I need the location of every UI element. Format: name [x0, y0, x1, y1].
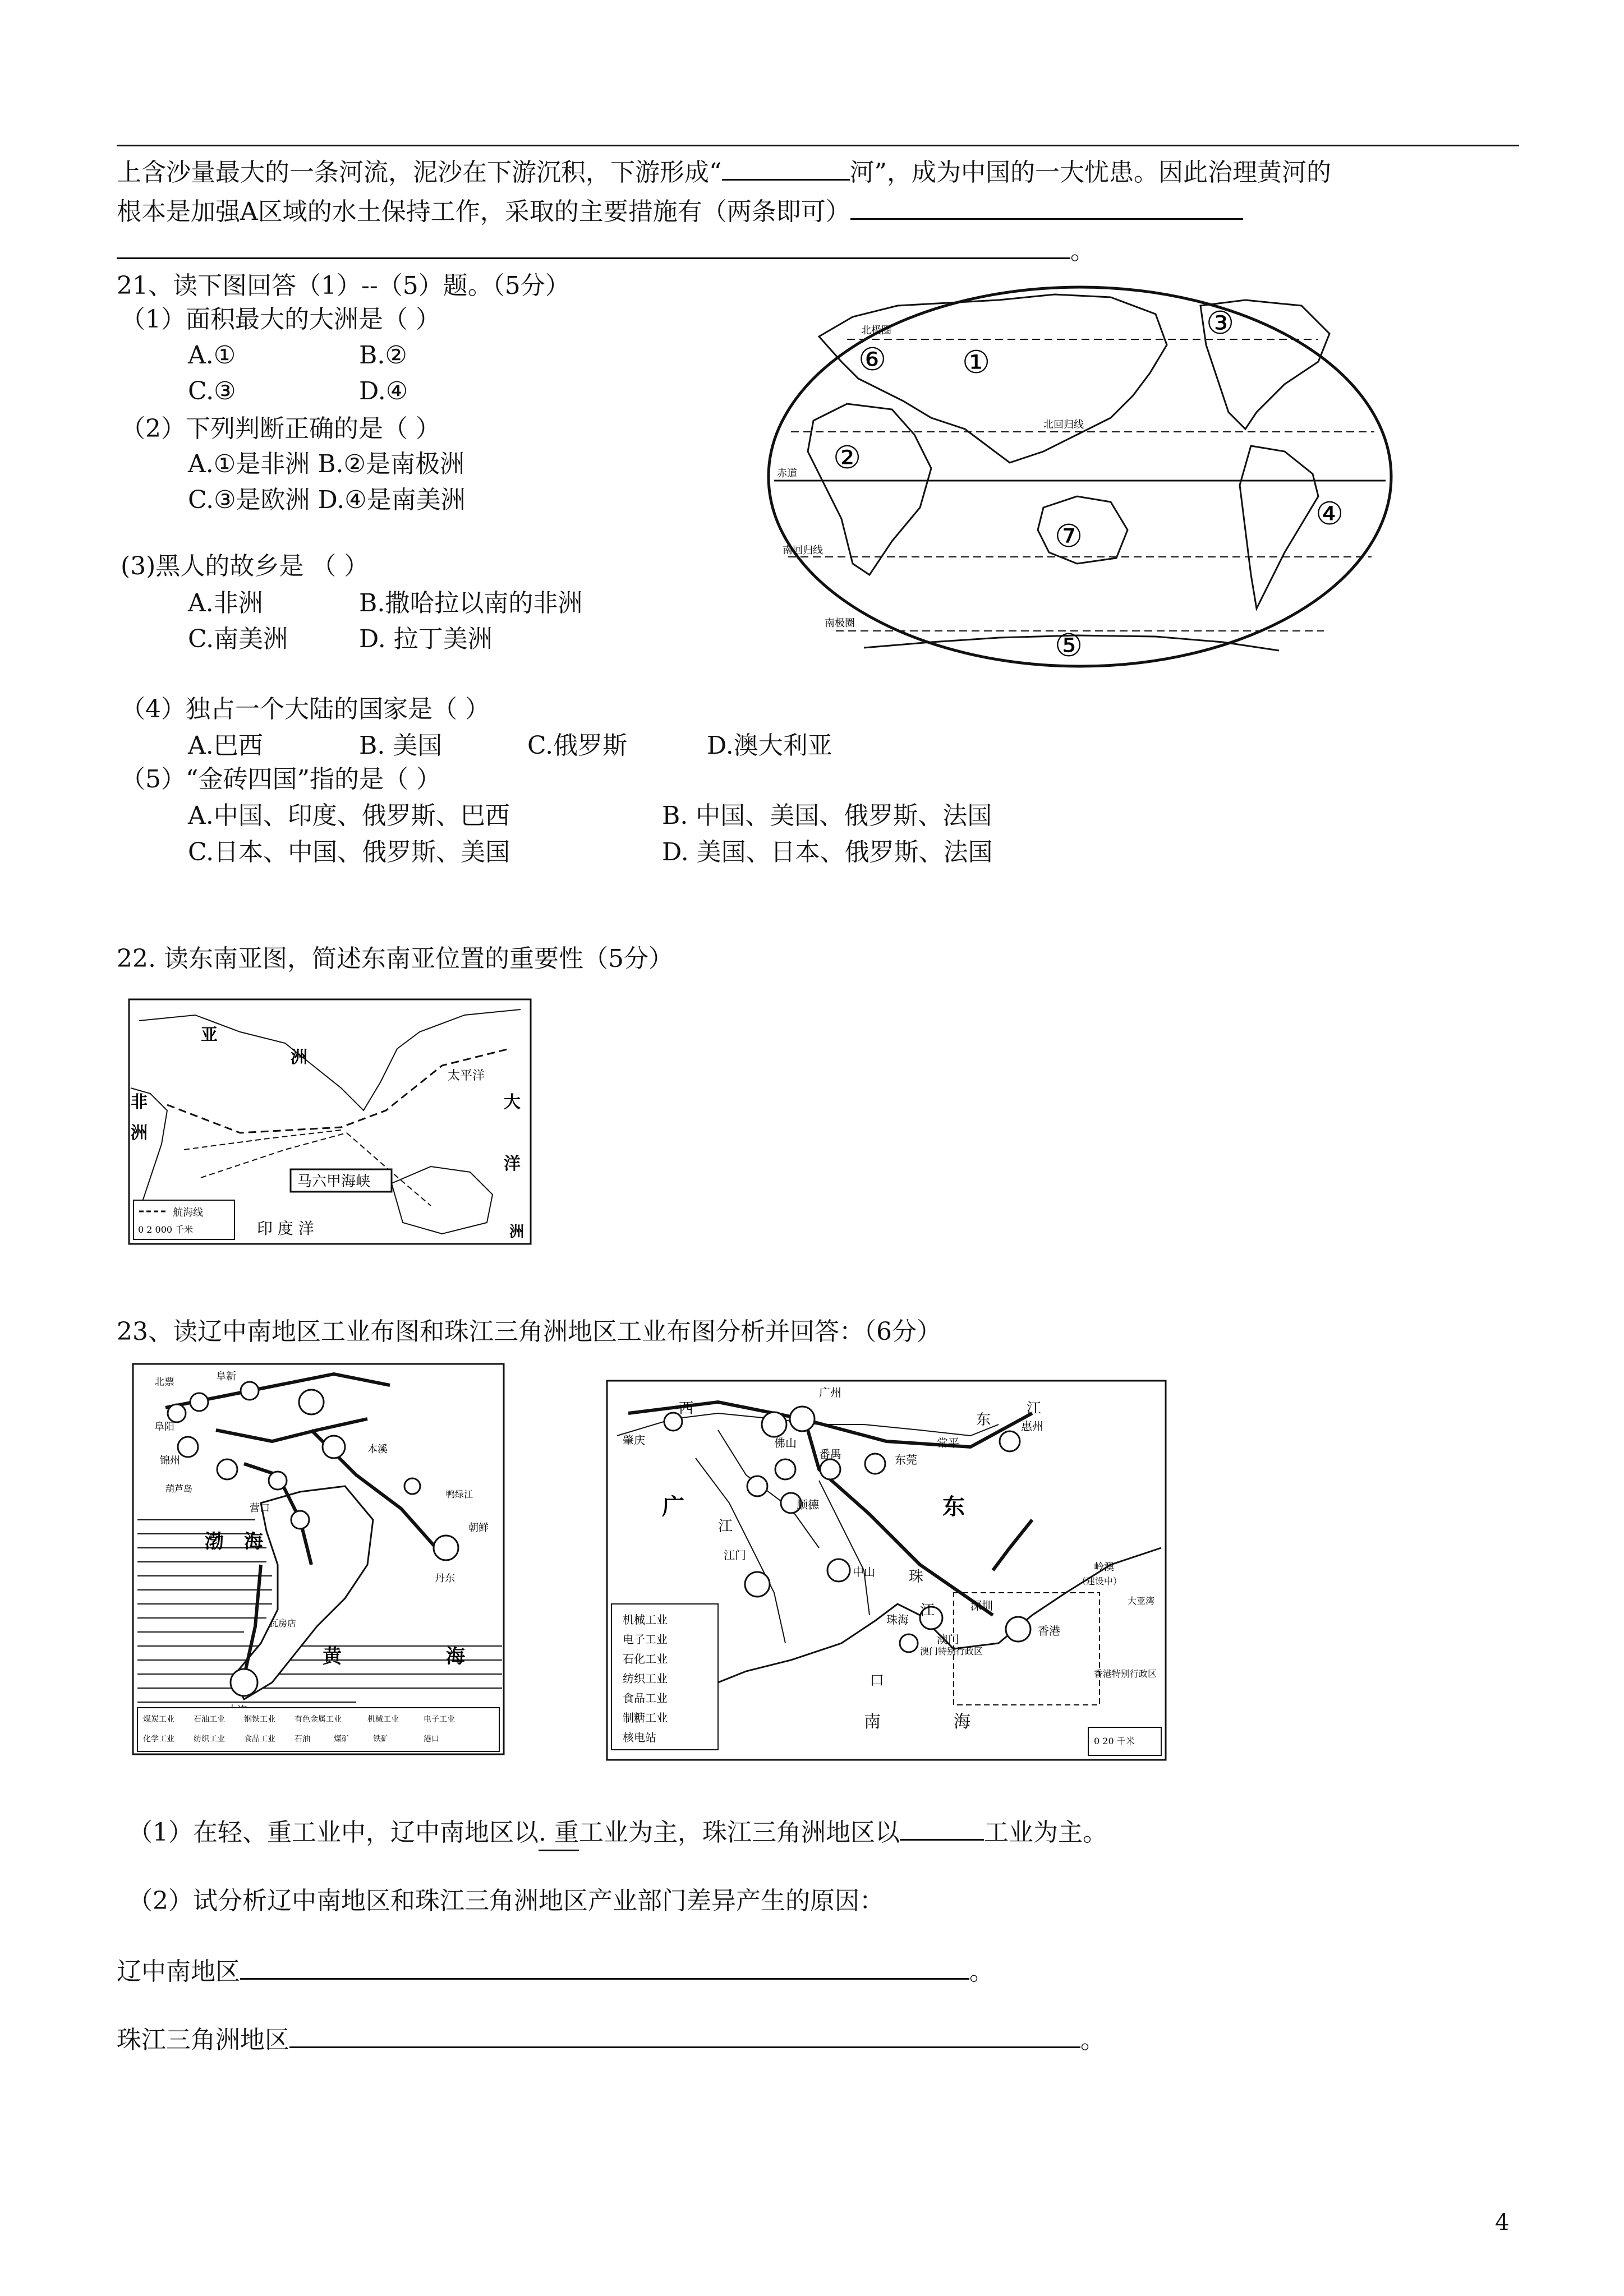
- text-line-3: 。: [117, 233, 1095, 268]
- blank-measures-1[interactable]: [850, 193, 1243, 220]
- liao-legend-port: 港口: [424, 1735, 439, 1744]
- liao-legend-electronics: 电子工业: [424, 1715, 455, 1724]
- equator-label: 赤道: [777, 468, 797, 480]
- liao-legend-coal: 煤炭工业: [143, 1715, 174, 1724]
- text-line-2: 根本是加强A区域的水土保持工作，采取的主要措施有（两条即可）: [117, 193, 1243, 229]
- label-xijiang-2: 江: [718, 1518, 733, 1535]
- arctic-circle-label: 北极圈: [861, 325, 891, 336]
- label-hk-sar: 香港特别行政区: [1094, 1668, 1157, 1679]
- label-guangdong-2: 东: [942, 1493, 965, 1520]
- label-daya-bay: 大亚湾: [1128, 1596, 1155, 1606]
- continent-label-6: ⑥: [858, 342, 887, 378]
- q23-title: 23、读辽中南地区工业布图和珠江三角洲地区工业布图分析并回答：（6分）: [117, 1317, 941, 1346]
- place-huizhou: 惠州: [1021, 1419, 1043, 1433]
- q23-2-line: （2）试分析辽中南地区和珠江三角洲地区产业部门差异产生的原因：: [128, 1887, 884, 1915]
- text-line-1: 上含沙量最大的一条河流，泥沙在下游沉积，下游形成“ 河”，成为中国的一大忧患。因此治理黄河的: [117, 154, 1331, 190]
- label-dongjiang-2: 江: [1027, 1400, 1042, 1417]
- liao-legend-steel: 钢铁工业: [244, 1715, 275, 1724]
- label-pacific-2: 大: [504, 1092, 521, 1112]
- place-beipiao: 北票: [154, 1376, 174, 1388]
- place-zhaoqing: 肇庆: [623, 1433, 645, 1447]
- pearl-legend-sugar: 制糖工业: [623, 1711, 668, 1725]
- place-yalu-river: 鸭绿江: [446, 1489, 473, 1500]
- place-shenzhen: 深圳: [970, 1599, 993, 1612]
- place-changping: 常平: [937, 1436, 959, 1450]
- label-dongjiang-1: 东: [976, 1412, 991, 1428]
- q21-5-option-b[interactable]: B. 中国、美国、俄罗斯、法国: [662, 801, 992, 830]
- liao-legend-coal-mine: 煤矿: [334, 1735, 349, 1744]
- label-zhu: 珠: [909, 1569, 924, 1585]
- place-foshan: 佛山: [774, 1436, 797, 1450]
- label-under-construction: （建设中）: [1077, 1576, 1122, 1587]
- label-huanghai-1: 黄: [323, 1645, 342, 1668]
- place-korea: 朝鲜: [468, 1522, 489, 1534]
- blank-pearl-industry[interactable]: [900, 1814, 984, 1841]
- liao-legend-box: [137, 1708, 499, 1751]
- q21-5-option-d[interactable]: D. 美国、日本、俄罗斯、法国: [662, 838, 993, 866]
- liao-legend-machinery: 机械工业: [367, 1715, 399, 1724]
- liao-legend-nonferrous: 有色金属工业: [295, 1715, 342, 1724]
- label-malacca-strait: 马六甲海峡: [297, 1173, 371, 1190]
- continent-label-3: ③: [1206, 305, 1235, 342]
- q21-4-option-c[interactable]: C.俄罗斯: [527, 731, 628, 760]
- q21-4-option-a[interactable]: A.巴西: [188, 731, 263, 760]
- q21-1-stem: （1）面积最大的大洲是（ ）: [121, 305, 440, 334]
- label-pacific-3: 洋: [504, 1154, 521, 1174]
- label-lingao: 岭澳: [1094, 1561, 1114, 1573]
- continent-label-4: ④: [1315, 496, 1344, 532]
- place-fuyang: 阜阳: [154, 1421, 174, 1433]
- q21-1-option-a[interactable]: A.①: [188, 341, 236, 370]
- pearl-legend-textile: 纺织工业: [623, 1672, 668, 1685]
- q21-5-stem: （5）“金砖四国”指的是（ ）: [121, 765, 441, 794]
- q21-5-option-a[interactable]: A.中国、印度、俄罗斯、巴西: [188, 801, 510, 830]
- place-dongguan: 东莞: [895, 1453, 917, 1467]
- label-africa-1: 非: [131, 1092, 148, 1112]
- label-guangdong-1: 广: [662, 1493, 684, 1520]
- label-south-sea-2: 海: [954, 1712, 970, 1732]
- liao-legend-food: 食品工业: [244, 1735, 275, 1744]
- q21-3-option-a[interactable]: A.非洲: [188, 589, 263, 617]
- page-number: 4: [1495, 2210, 1510, 2235]
- place-fuxin: 阜新: [216, 1371, 236, 1382]
- place-guangzhou: 广州: [819, 1386, 841, 1399]
- q21-3-option-c[interactable]: C.南美洲: [188, 625, 288, 653]
- liaozhongnan-map: [132, 1363, 505, 1755]
- label-jiang: 江: [920, 1602, 935, 1619]
- label-oceania: 洲: [509, 1224, 525, 1241]
- q23-liao-line: 辽中南地区 。: [117, 1953, 994, 1989]
- pearl-legend-nuclear: 核电站: [623, 1731, 656, 1744]
- place-dandong: 丹东: [435, 1573, 455, 1584]
- place-jiangmen: 江门: [724, 1548, 746, 1562]
- tropic-capricorn-label: 南回归线: [783, 545, 823, 556]
- q21-3-option-d[interactable]: D. 拉丁美洲: [359, 625, 493, 653]
- blank-delta[interactable]: [722, 154, 850, 181]
- label-asia-2: 洲: [291, 1048, 307, 1067]
- liao-legend-oil: 石油工业: [194, 1715, 225, 1724]
- blank-measures-2[interactable]: [117, 233, 1070, 259]
- label-asia-1: 亚: [201, 1025, 218, 1045]
- q21-4-option-b[interactable]: B. 美国: [359, 731, 443, 760]
- pearl-legend-machinery: 机械工业: [623, 1613, 668, 1626]
- liao-legend-oilfield: 石油: [295, 1735, 310, 1744]
- antarctic-circle-label: 南极圈: [825, 617, 855, 629]
- place-huludao: 葫芦岛: [165, 1483, 193, 1494]
- place-wafangdian: 瓦房店: [269, 1618, 297, 1629]
- pearl-scale-label: 0 20 千米: [1094, 1736, 1135, 1746]
- label-indian-ocean: 印 度 洋: [257, 1219, 314, 1238]
- q21-5-option-c[interactable]: C.日本、中国、俄罗斯、美国: [188, 838, 510, 866]
- blank-liao-reason[interactable]: [240, 1953, 969, 1980]
- top-rule: [117, 145, 1519, 146]
- label-macao-sar: 澳门特别行政区: [920, 1646, 983, 1657]
- place-panyu: 番禺: [819, 1447, 841, 1461]
- place-yingkou: 营口: [250, 1502, 270, 1514]
- place-hongkong: 香港: [1038, 1624, 1060, 1638]
- liao-legend-chemical: 化学工业: [143, 1735, 174, 1744]
- q21-1-option-d[interactable]: D.④: [359, 377, 408, 405]
- place-jinzhou: 锦州: [160, 1455, 180, 1467]
- q21-3-option-b[interactable]: B.撒哈拉以南的非洲: [359, 589, 583, 617]
- blank-pearl-reason[interactable]: [289, 2022, 1080, 2048]
- continent-label-2: ②: [833, 440, 862, 476]
- continent-label-1: ①: [962, 344, 991, 381]
- pearl-legend-petrochemical: 石化工业: [623, 1652, 668, 1666]
- continent-label-7: ⑦: [1055, 518, 1083, 555]
- scale-bar-label: 0 2 000 千米: [138, 1224, 194, 1235]
- label-bohai-1: 渤: [205, 1530, 224, 1553]
- q21-1-option-c[interactable]: C.③: [188, 377, 236, 405]
- label-xijiang-1: 西: [679, 1400, 694, 1417]
- q23-1-answer[interactable]: . 重: [539, 1816, 579, 1851]
- legend-route-label: 航海线: [173, 1207, 203, 1219]
- q21-4-option-d[interactable]: D.澳大利亚: [707, 731, 832, 760]
- label-south-sea-1: 南: [864, 1712, 881, 1732]
- pearl-river-delta-map: [606, 1380, 1167, 1761]
- world-map: [763, 283, 1397, 670]
- q21-title: 21、读下图回答（1）--（5）题。（5分）: [117, 271, 570, 300]
- liao-legend-textile: 纺织工业: [194, 1735, 225, 1744]
- southeast-asia-map: [128, 998, 532, 1245]
- liao-legend-iron-mine: 铁矿: [373, 1735, 389, 1744]
- q21-3-stem: (3)黑人的故乡是 （ ）: [121, 552, 369, 580]
- q21-1-option-b[interactable]: B.②: [359, 341, 407, 370]
- label-bohai-2: 海: [244, 1530, 263, 1553]
- place-zhongshan: 中山: [853, 1565, 875, 1579]
- label-huanghai-2: 海: [446, 1645, 465, 1668]
- label-kou: 口: [869, 1672, 885, 1689]
- tropic-cancer-label: 北回归线: [1043, 419, 1084, 431]
- continent-label-5: ⑤: [1055, 628, 1083, 664]
- q21-2-options-ab[interactable]: A.①是非洲 B.②是南极洲: [188, 450, 464, 478]
- pearl-legend-food: 食品工业: [623, 1691, 668, 1705]
- q21-2-stem: （2）下列判断正确的是（ ）: [121, 414, 440, 443]
- place-macao: 澳门: [937, 1633, 959, 1646]
- place-zhuhai: 珠海: [886, 1613, 909, 1626]
- label-africa-2: 洲: [131, 1123, 148, 1143]
- pearl-legend-electronics: 电子工业: [623, 1633, 668, 1646]
- q23-1-line: （1）在轻、重工业中，辽中南地区以. 重工业为主，珠江三角洲地区以 工业为主。: [128, 1814, 1107, 1851]
- q22-title: 22. 读东南亚图，简述东南亚位置的重要性（5分）: [117, 944, 673, 973]
- place-shunde: 顺德: [797, 1498, 819, 1511]
- q21-4-stem: （4）独占一个大陆的国家是（ ）: [121, 695, 490, 723]
- place-benxi: 本溪: [367, 1444, 388, 1455]
- label-pacific-1: 太平洋: [448, 1069, 485, 1083]
- q23-pearl-line: 珠江三角洲地区 。: [117, 2022, 1105, 2057]
- q21-2-options-cd[interactable]: C.③是欧洲 D.④是南美洲: [188, 486, 466, 514]
